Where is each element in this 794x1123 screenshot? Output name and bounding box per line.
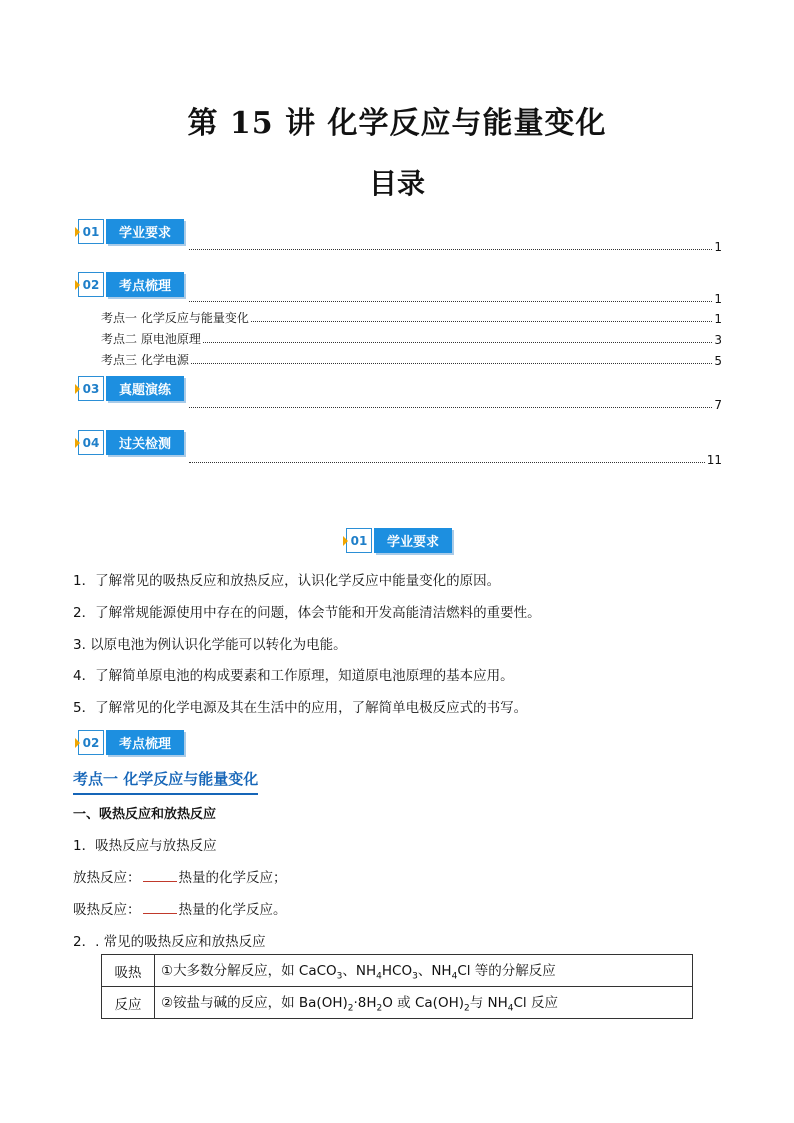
requirement-item: 5．了解常见的化学电源及其在生活中的应用，了解简单电极反应式的书写。 [73, 700, 528, 716]
requirement-item: 1．了解常见的吸热反应和放热反应，认识化学反应中能量变化的原因。 [73, 573, 501, 589]
answer-blank[interactable] [143, 901, 177, 914]
section-number: 04 [78, 430, 104, 455]
toc-section-badge[interactable] [78, 272, 184, 297]
toc-page-number: 7 [714, 398, 722, 412]
table-row [102, 987, 693, 1019]
section-badge-requirements [346, 528, 452, 553]
toc-entry-label: 考点一 化学反应与能量变化 [101, 311, 249, 325]
section-number: 02 [78, 272, 104, 297]
toc-entry[interactable] [101, 352, 722, 368]
toc-page-number: 3 [714, 333, 722, 347]
toc-heading: 目录 [368, 167, 425, 200]
toc-page-number: 1 [714, 240, 722, 254]
section-number: 03 [78, 376, 104, 401]
toc-page-number: 1 [714, 292, 722, 306]
subsection-heading: 一、吸热反应和放热反应 [73, 807, 217, 822]
toc-entry[interactable] [187, 238, 722, 254]
table-header-cell: 反应 [102, 987, 155, 1019]
section-badge-points [78, 730, 184, 755]
subsection-title: 2．. 常见的吸热反应和放热反应 [73, 934, 266, 950]
section-number: 01 [346, 528, 372, 553]
section-label: 真题演练 [106, 376, 184, 401]
document-title: 第 15 讲 化学反应与能量变化 [187, 106, 607, 141]
toc-section-badge[interactable] [78, 430, 184, 455]
section-label: 过关检测 [106, 430, 184, 455]
section-label: 学业要求 [106, 219, 184, 244]
toc-entry[interactable] [187, 396, 722, 412]
table-header-cell: 吸热 [102, 955, 155, 987]
section-label: 学业要求 [374, 528, 452, 553]
section-number: 02 [78, 730, 104, 755]
answer-blank[interactable] [143, 869, 177, 882]
requirement-item: 4．了解简单原电池的构成要素和工作原理，知道原电池原理的基本应用。 [73, 668, 514, 684]
table-cell: ②铵盐与碱的反应，如 $Ba(OH)_2\cdot 8H_2O$ 或 $Ca(OH)_2$与 $NH_4Cl$ 反应 [155, 987, 693, 1019]
fill-blank-line: 吸热反应： 热量的化学反应。 [73, 902, 287, 918]
table-cell: ①大多数分解反应，如 CaCO$_3$、$NH_4HCO_3$、$NH_4Cl$ 等的分解反应 [155, 955, 693, 987]
toc-page-number: 1 [714, 312, 722, 326]
fill-blank-line: 放热反应： 热量的化学反应； [73, 870, 287, 886]
reaction-table [101, 954, 693, 1019]
toc-page-number: 11 [706, 453, 722, 467]
toc-section-badge[interactable] [78, 219, 184, 244]
toc-page-number: 5 [714, 354, 722, 368]
requirement-item: 2．了解常规能源使用中存在的问题，体会节能和开发高能清洁燃料的重要性。 [73, 605, 541, 621]
toc-entry[interactable] [187, 290, 722, 306]
toc-section-badge[interactable] [78, 376, 184, 401]
toc-entry-label: 考点三 化学电源 [101, 353, 189, 367]
section-label: 考点梳理 [106, 730, 184, 755]
toc-entry[interactable] [187, 451, 722, 467]
key-point-title: 考点一 化学反应与能量变化 [73, 768, 258, 795]
toc-entry-label: 考点二 原电池原理 [101, 332, 201, 346]
subsection-title: 1．吸热反应与放热反应 [73, 838, 217, 854]
toc-entry[interactable] [101, 331, 722, 347]
section-number: 01 [78, 219, 104, 244]
toc-entry[interactable] [101, 310, 722, 326]
requirement-item: 3. 以原电池为例认识化学能可以转化为电能。 [73, 637, 347, 653]
table-row [102, 955, 693, 987]
section-label: 考点梳理 [106, 272, 184, 297]
